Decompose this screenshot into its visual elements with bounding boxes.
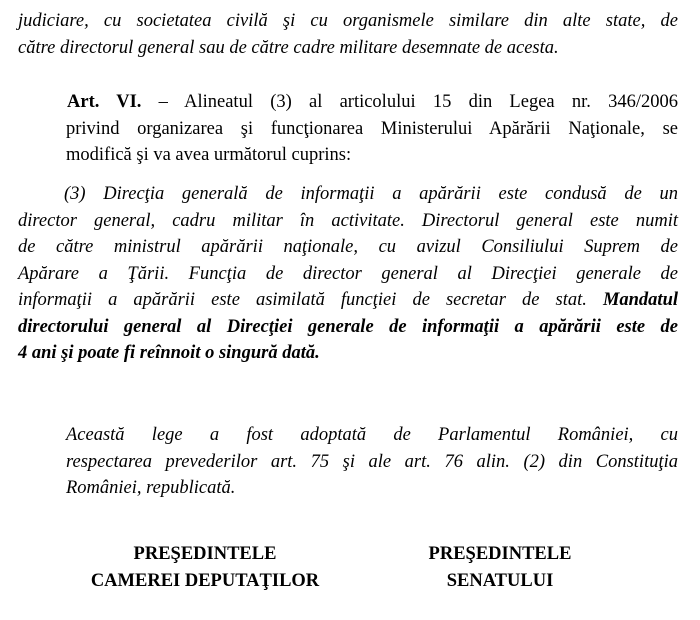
- signature-senate: [365, 541, 635, 594]
- article-line: privind organizarea şi funcţionarea Ministerului Apărării Naţionale, se: [66, 118, 678, 139]
- article-paragraph: [18, 89, 678, 169]
- article-line: modifică şi va avea următorul cuprins:: [66, 145, 352, 165]
- adoption-line: respectarea prevederilor art. 75 şi ale art. 76 alin. (2) din Constituţia: [66, 451, 678, 472]
- amendment-emphasis: Mandatul: [602, 290, 678, 310]
- article-first-line: [18, 89, 678, 116]
- adoption-line: României, republicată.: [66, 478, 236, 498]
- signature-institution: CAMEREI DEPUTAŢILOR: [90, 570, 320, 591]
- amendment-line: (3) Direcţia generală de informaţii a apărării este condusă de un: [64, 184, 678, 204]
- continuation-line: către directorul general sau de către cadre militare desemnate de acesta.: [18, 37, 559, 58]
- amendment-line: Apărare a Ţării. Funcţia de director general al Direcţiei generale de: [18, 263, 678, 284]
- signature-title: PREŞEDINTELE: [428, 544, 572, 564]
- amendment-line: de către ministrul apărării naţionale, cu avizul Consiliului Suprem de: [18, 237, 678, 257]
- amendment-line: [18, 287, 678, 314]
- continuation-paragraph: [18, 8, 678, 61]
- article-heading: Art. VI.: [67, 92, 142, 112]
- adoption-paragraph: [18, 422, 678, 502]
- adoption-line: Această lege a fost adoptată de Parlamentul României, cu: [66, 425, 678, 445]
- amendment-text: informaţii a apărării este asimilată funcţiei de secretar de stat.: [18, 290, 603, 310]
- amendment-paragraph: [18, 181, 678, 367]
- amendment-emphasis-line: 4 ani şi poate fi reînnoit o singură dată.: [18, 343, 320, 363]
- amendment-line: director general, cadru militar în activitate. Directorul general este numit: [18, 210, 678, 231]
- amendment-emphasis-line: directorului general al Direcţiei generale de informaţii a apărării este de: [18, 316, 678, 337]
- article-text: – Alineatul (3) al articolului 15 din Legea nr. 346/2006: [141, 92, 678, 112]
- signature-title: PREŞEDINTELE: [133, 544, 277, 564]
- continuation-line: judiciare, cu societatea civilă şi cu organismele similare din alte state, de: [18, 11, 678, 31]
- signature-chamber-of-deputies: [55, 541, 355, 594]
- signature-institution: SENATULUI: [446, 570, 554, 591]
